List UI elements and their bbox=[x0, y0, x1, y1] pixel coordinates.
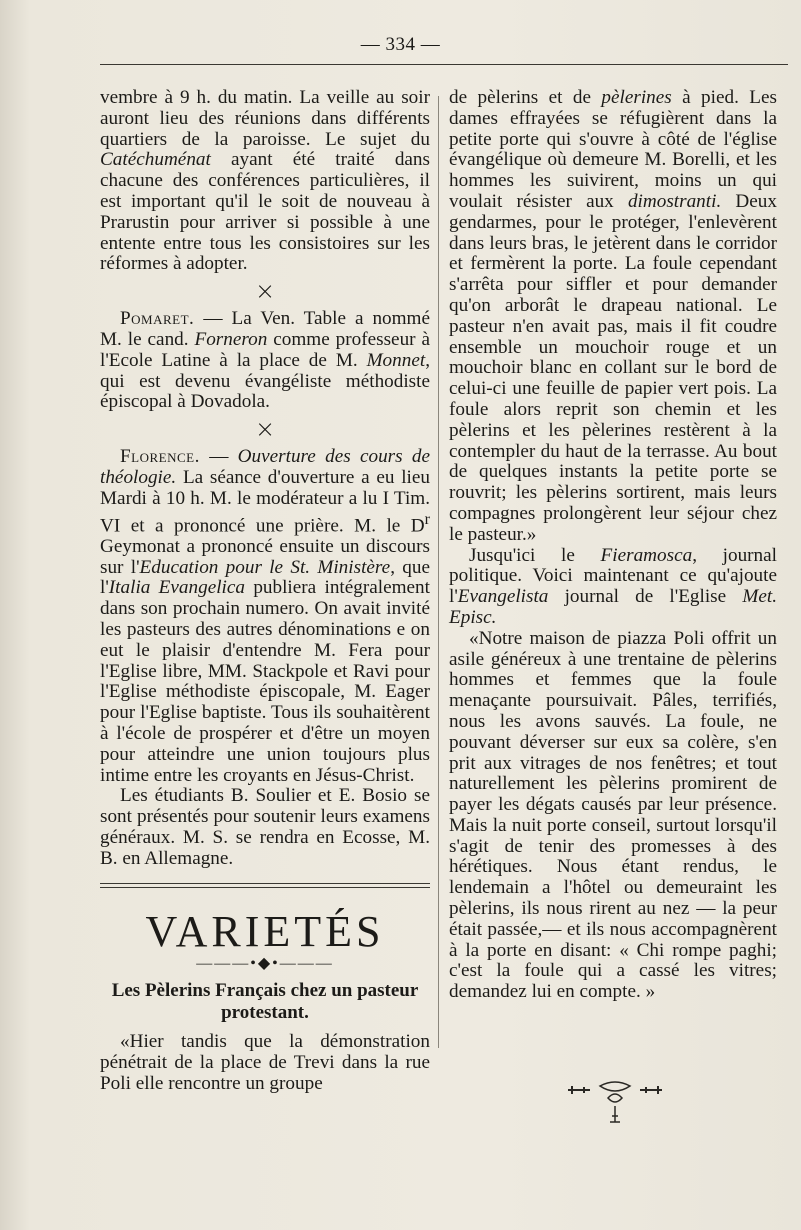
title-ornament: ———•◆•——— bbox=[196, 955, 334, 973]
pomaret-label: Pomaret. bbox=[120, 308, 195, 330]
paragraph-evangelista-quote: «Notre maison de piazza Poli offrit un asile généreux à une trentaine de pèlerins hommes et femmes que la foule menaçante poursuivait. Pâles, terrifiés, nous les avons sauvés. La foule, ne pouvant déverser sur eux sa colère, s'en prit aux vitrages de nos fenêtres; et tout naturellement les pèlerins promirent de payer les dégats causés par leur présence. Mais la nuit porte conseil, surtout lorsqu'il s'agit de tenir des promesses à des hérétiques. Nous étant rendus, le lendemain a l'hôtel ou demeuraint les pèlerins, ils nous rirent au nez — la peur était passée,— et ils nous accompagnèrent à la porte en disant: « Chi rompe paghi; c'est la foule qui a cassé les vitres; demandez lui en compte. » bbox=[449, 627, 777, 1003]
end-vignette-ornament bbox=[560, 1076, 670, 1128]
article-title: Les Pèlerins Français chez un pasteur protestant. bbox=[111, 980, 419, 1024]
paragraph-pelerins: de pèlerins et de pèlerines à pied. Les dames effrayées se réfugièrent dans la petite porte qui s'ouvre à côté de l'église évangélique où demeure M. Borelli, et les hommes les suivirent, moins un qui voulait résister aux dimostranti. Deux gendarmes, pour le protéger, l'enlevèrent dans leurs bras, le jetèrent dans le corridor et fermèrent la porte. La foule cependant s'arrêta pour siffler et pour demander qu'on arborât le drapeau national. Le pasteur n'en avait pas, mais il fit coudre ensemble un mouchoir rouge et un mouchoir blanc en collant sur le bord de celui-ci une feuille de papier vert pois. La foule alors reprit son chemin et les pèlerins et les pèlerines restèrent à la contempler du haut de la terrasse. Au bout de quelques instants la petite porte se rouvrit; les pèlerins sortirent, mais leurs compagnes prolongèrent leur séjour chez le pasteur.» bbox=[449, 87, 777, 545]
florence-label: Florence. bbox=[120, 446, 200, 468]
section-double-rule bbox=[100, 883, 430, 888]
page-number: — 334 — bbox=[360, 34, 441, 55]
paragraph-article-start: «Hier tandis que la démonstration pénétrait de la place de Trevi dans la rue Poli elle rencontre un groupe bbox=[100, 1031, 430, 1095]
paragraph-florence: Florence. — Ouverture des cours de théologie. La séance d'ouverture a eu lieu Mardi à 10 h. M. le modérateur a lu I Tim. VI et a prononcé une prière. M. le $D^r$ Geymonat a prononcé ensuite un discours sur l'Education pour le St. Ministère, que l'Italia Evangelica publiera intégralement dans son prochain numero. On avait invité les pasteurs des autres dénominations e on eut le plaisir d'entendre M. Fera pour l'Eglise libre, MM. Stackpole et Ravi pour l'Eglise méthodiste épiscopale, M. Eager pour l'Eglise baptiste. Tous ils souhaitèrent à l'école de prospérer et d'être un moyen pour atteindre une union toujours plus intime entre les croyants en Jésus-Christ. bbox=[100, 446, 430, 786]
left-column bbox=[100, 88, 430, 1095]
emphasis-catechumenat: Catéchuménat bbox=[100, 149, 211, 171]
section-title-varietes: VARIETÉS bbox=[145, 907, 385, 957]
section-separator: × bbox=[254, 415, 276, 444]
paragraph-etudiants: Les étudiants B. Soulier et E. Bosio se sont présentés pour soutenir leurs examens généraux. M. S. se rendra en Ecosse, M. B. en Allemagne. bbox=[100, 785, 430, 869]
right-column bbox=[449, 88, 777, 1003]
section-separator: × bbox=[254, 277, 276, 306]
column-divider bbox=[438, 96, 439, 1048]
paragraph-reunions: vembre à 9 h. du matin. La veille au soir auront lieu des réunions dans différents quartiers de la paroisse. Le sujet du Catéchuménat ayant été traité dans chacune des conférences particulières, il est important qu'il le soit de nouveau à Prarustin pour arriver si possible à une entente entre tous les consistoires sur les réformes à adopter. bbox=[100, 87, 430, 275]
paragraph-fieramosca: Jusqu'ici le Fieramosca, journal politique. Voici maintenant ce qu'ajoute l'Evangelista journal de l'Eglise Met. Episc. bbox=[449, 544, 777, 628]
paragraph-pomaret: Pomaret. — La Ven. Table a nommé M. le cand. Forneron comme professeur à l'Ecole Latine à la place de M. Monnet, qui est devenu évangéliste méthodiste épiscopal à Dovadola. bbox=[100, 308, 430, 413]
header-rule bbox=[100, 64, 788, 65]
